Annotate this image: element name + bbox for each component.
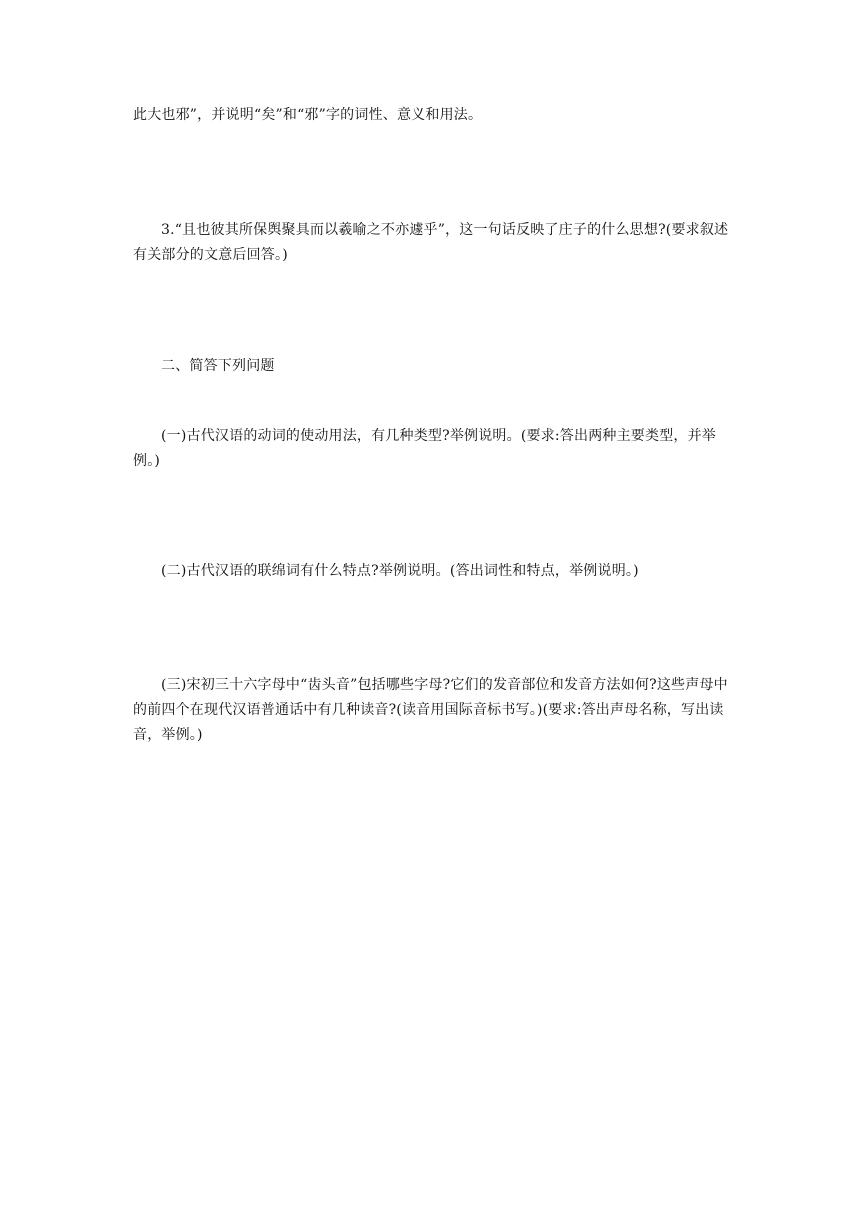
subquestion-2-text: (二)古代汉语的联绵词有什么特点?举例说明。(答出词性和特点，举例说明。): [161, 563, 639, 579]
subquestion-1-text: (一)古代汉语的动词的使动用法，有几种类型?举例说明。(要求:答出两种主要类型，并举例。): [133, 428, 717, 469]
section-2-heading: 二、简答下列问题: [161, 358, 275, 374]
question-3-text: 3.“且也彼其所保舆聚具而以羲喻之不亦遽乎”，这一句话反映了庄子的什么思想?(要求叙述有关部分的文意后回答。): [133, 222, 729, 263]
question-continuation-text: 此大也邪”，并说明“矣”和“邪”字的词性、意义和用法。: [133, 107, 483, 123]
subquestion-3-text: (三)宋初三十六字母中“齿头音”包括哪些字母?它们的发音部位和发音方法如何?这些声母中的前四个在现代汉语普通话中有几种读音?(读音用国际音标书写。)(要求:答出声母名称，写出读音，举例。): [133, 677, 728, 743]
